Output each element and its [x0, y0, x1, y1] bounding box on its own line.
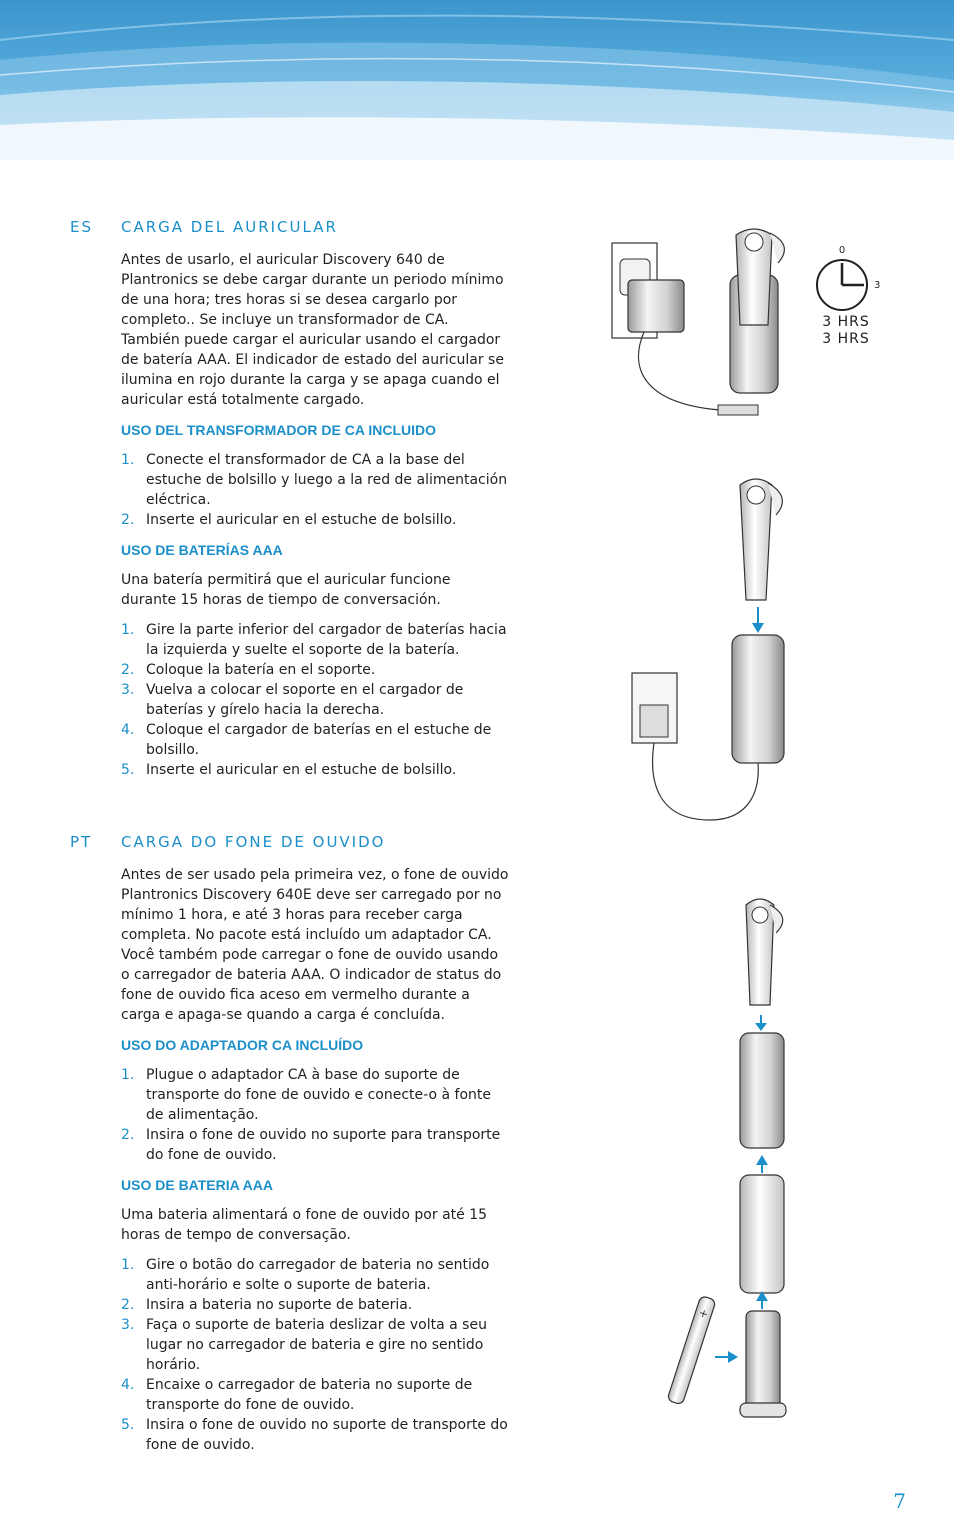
intro-paragraph: Antes de usarlo, el auricular Discovery 640 de Plantronics se debe cargar durante un periodo mínimo de una hora; tres horas si se desea cargarlo por completo.. Se incluye un transformador de CA. También puede cargar el auricular usando el cargador de batería AAA. El indicador de estado del auricular se ilumina en rojo durante la carga y se apaga cuando el auricular está totalmente cargado.	[121, 252, 504, 408]
step-text: Insira o fone de ouvido no suporte de transporte do fone de ouvido.	[146, 1417, 508, 1453]
step-text: Conecte el transformador de CA a la base del estuche de bolsillo y luego a la red de alimentación eléctrica.	[146, 452, 508, 508]
list-item	[121, 1415, 510, 1455]
pocket-case-illustration	[740, 1033, 784, 1148]
section-pt	[70, 833, 510, 1465]
subheading: USO DO ADAPTADOR CA INCLUÍDO	[121, 1037, 364, 1053]
step-number: 2.	[121, 1297, 135, 1313]
pocket-case-with-headset-illustration	[730, 229, 784, 393]
step-text: Inserte el auricular en el estuche de bolsillo.	[146, 512, 457, 528]
clock-right-label: 3	[874, 280, 881, 291]
subheading: USO DE BATERIA AAA	[121, 1177, 273, 1193]
headset-illustration	[740, 479, 782, 600]
section-body	[121, 250, 510, 780]
header-banner	[0, 0, 954, 160]
step-list	[121, 1065, 510, 1165]
step-text: Encaixe o carregador de bateria no suporte de transporte do fone de ouvido.	[146, 1377, 473, 1413]
illustrations	[600, 225, 900, 1425]
battery-holder-illustration	[740, 1311, 786, 1417]
clock-icon	[817, 245, 880, 347]
step-list	[121, 1255, 510, 1455]
arrow-right-icon	[715, 1351, 738, 1363]
list-item	[121, 510, 510, 530]
list-item	[121, 660, 510, 680]
arrow-down-icon	[752, 607, 764, 633]
arrow-up-icon	[756, 1291, 768, 1309]
clock-duration-2: 3 HRS	[822, 331, 870, 347]
section-title: CARGA DEL AURICULAR	[121, 218, 338, 236]
step-number: 1.	[121, 1257, 135, 1273]
language-code: PT	[70, 833, 93, 851]
step-text: Coloque el cargador de baterías en el estuche de bolsillo.	[146, 722, 492, 758]
step-text: Gire o botão do carregador de bateria no sentido anti-horário e solte o suporte de bateria.	[146, 1257, 490, 1293]
section-title: CARGA DO FONE DE OUVIDO	[121, 833, 386, 851]
language-code: ES	[70, 218, 93, 236]
list-item	[121, 1125, 510, 1165]
step-number: 2.	[121, 662, 135, 678]
step-number: 3.	[121, 1317, 135, 1333]
clock-top-label: 0	[838, 245, 846, 256]
pocket-case-illustration	[632, 635, 784, 820]
step-number: 5.	[121, 1417, 135, 1433]
step-text: Insira o fone de ouvido no suporte para transporte do fone de ouvido.	[146, 1127, 501, 1163]
step-text: Faça o suporte de bateria deslizar de volta a seu lugar no carregador de bateria e gire no sentido horário.	[146, 1317, 487, 1373]
step-text: Gire la parte inferior del cargador de baterías hacia la izquierda y suelte el soporte de la batería.	[146, 622, 507, 658]
step-number: 2.	[121, 1127, 135, 1143]
arrow-up-icon	[756, 1155, 768, 1173]
list-item	[121, 680, 510, 720]
step-list	[121, 620, 510, 780]
list-item	[121, 720, 510, 760]
clock-duration-1: 3 HRS	[822, 314, 870, 330]
step-text: Vuelva a colocar el soporte en el cargador de baterías y gírelo hacia la derecha.	[146, 682, 464, 718]
paragraph: Uma bateria alimentará o fone de ouvido por até 15 horas de tempo de conversação.	[121, 1207, 488, 1243]
aaa-battery-illustration	[667, 1295, 716, 1405]
page-number: 7	[893, 1489, 906, 1513]
section-heading	[70, 218, 510, 240]
list-item	[121, 1375, 510, 1415]
intro-paragraph: Antes de ser usado pela primeira vez, o fone de ouvido Plantronics Discovery 640E deve ser carregado por no mínimo 1 hora, e até 3 horas para receber carga completa. No pacote está incluído um adaptador CA. Você também pode carregar o fone de ouvido usando o carregador de bateria AAA. O indicador de status do fone de ouvido fica aceso em vermelho durante a carga e apaga-se quando a carga é concluída.	[121, 867, 509, 1023]
step-text: Plugue o adaptador CA à base do suporte de transporte do fone de ouvido e conecte-o à fonte de alimentação.	[146, 1067, 491, 1123]
step-number: 4.	[121, 722, 135, 738]
list-item	[121, 450, 510, 510]
step-number: 2.	[121, 512, 135, 528]
step-number: 1.	[121, 452, 135, 468]
step-number: 1.	[121, 622, 135, 638]
step-text: Coloque la batería en el soporte.	[146, 662, 376, 678]
svg-text:+: +	[697, 1306, 710, 1322]
arrow-down-icon	[755, 1015, 767, 1031]
step-number: 1.	[121, 1067, 135, 1083]
list-item	[121, 1255, 510, 1295]
subheading: USO DE BATERÍAS AAA	[121, 542, 283, 558]
list-item	[121, 620, 510, 660]
battery-charger-illustration	[740, 1175, 784, 1293]
section-es	[70, 218, 510, 790]
list-item	[121, 1315, 510, 1375]
list-item	[121, 1295, 510, 1315]
step-number: 4.	[121, 1377, 135, 1393]
list-item	[121, 1065, 510, 1125]
section-heading	[70, 833, 510, 855]
step-text: Inserte el auricular en el estuche de bolsillo.	[146, 762, 457, 778]
list-item	[121, 760, 510, 780]
step-number: 3.	[121, 682, 135, 698]
section-body	[121, 865, 510, 1455]
headset-illustration	[746, 899, 783, 1005]
paragraph: Una batería permitirá que el auricular funcione durante 15 horas de tiempo de conversación.	[121, 572, 451, 608]
step-number: 5.	[121, 762, 135, 778]
step-text: Insira a bateria no suporte de bateria.	[146, 1297, 413, 1313]
subheading: USO DEL TRANSFORMADOR DE CA INCLUIDO	[121, 422, 436, 438]
step-list	[121, 450, 510, 530]
